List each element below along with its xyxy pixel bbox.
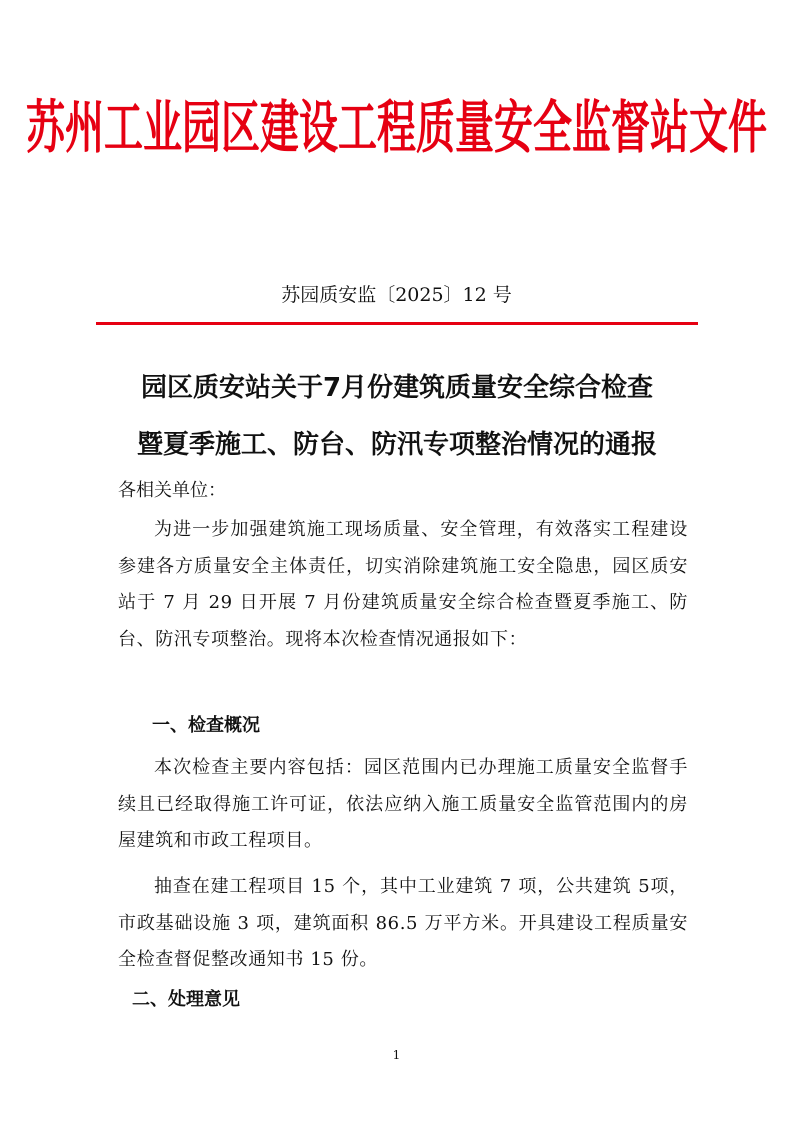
page-number: 1: [392, 1048, 401, 1062]
notice-title-line2: 暨夏季施工、防台、防汛专项整治情况的通报: [136, 430, 657, 460]
notice-title-line1: 园区质安站关于7月份建筑质量安全综合检查: [140, 373, 654, 403]
masthead-title: 苏州工业园区建设工程质量安全监督站文件: [25, 96, 767, 162]
document-number: 苏园质安监〔2025〕12 号: [281, 284, 512, 306]
scope-paragraph: 本次检查主要内容包括：园区范围内已办理施工质量安全监督手续且已经取得施工许可证，依法应纳入施工质量安全监管范围内的房屋建筑和市政工程项目。: [118, 757, 688, 851]
intro-paragraph: 为进一步加强建筑施工现场质量、安全管理，有效落实工程建设参建各方质量安全主体责任，切实消除建筑施工安全隐患，园区质安站于 7 月 29 日开展 7 月份建筑质量安全综合检查暨夏季施工、防台、防汛专项整治。现将本次检查情况通报如下：: [118, 519, 688, 650]
red-divider: [96, 322, 698, 325]
sampling-paragraph: 抽查在建工程项目 15 个，其中工业建筑 7 项，公共建筑 5项，市政基础设施 3 项，建筑面积 86.5 万平方米。开具建设工程质量安全检查督促整改通知书 15 份。: [118, 876, 688, 970]
salutation: 各相关单位：: [118, 480, 226, 501]
section-heading-handling-opinions: 二、处理意见: [132, 989, 240, 1010]
section-heading-inspection-overview: 一、检查概况: [152, 715, 260, 736]
